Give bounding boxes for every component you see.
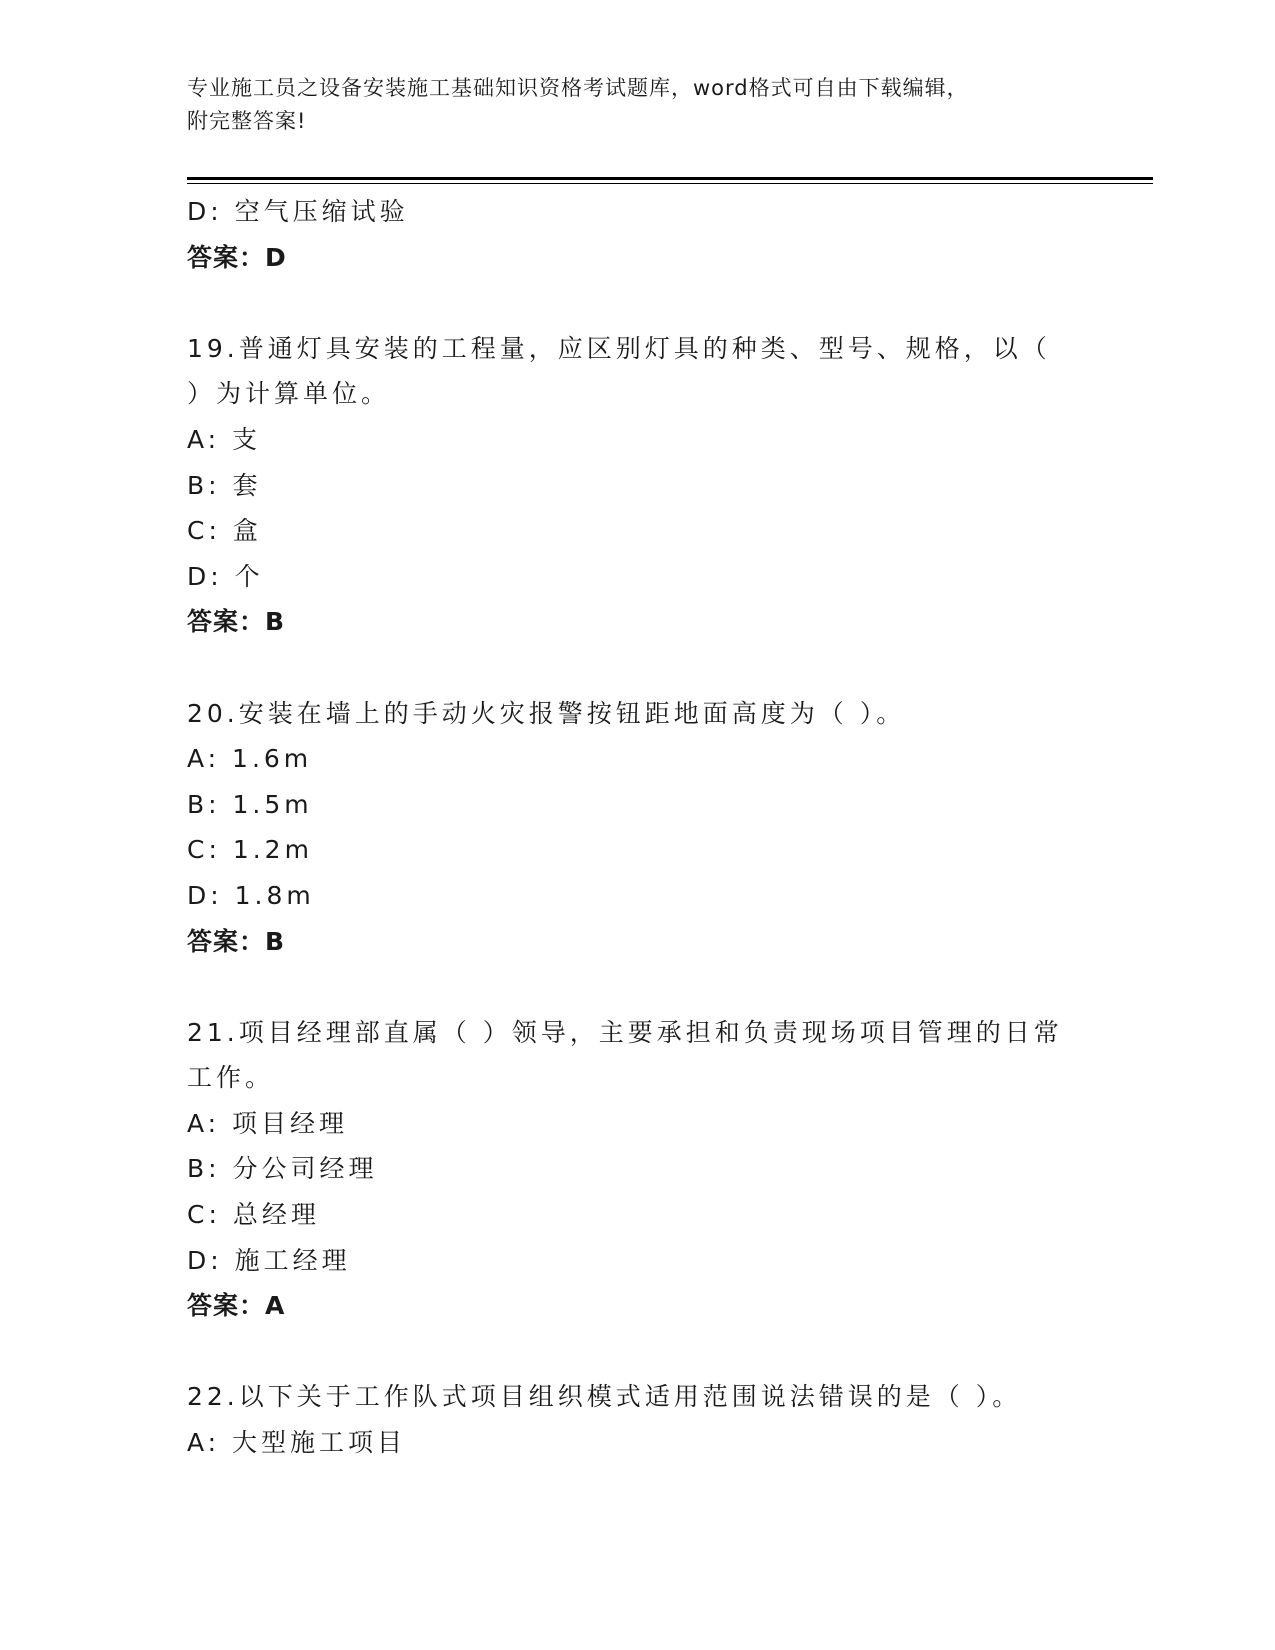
question-21-option-c: C: 总经理 [187, 1200, 320, 1230]
question-19-stem-line-2: ）为计算单位。 [187, 379, 391, 409]
header-line-1: 专业施工员之设备安装施工基础知识资格考试题库，word格式可自由下载编辑， [187, 76, 969, 100]
header-rule-thin [187, 183, 1153, 184]
question-20-answer: 答案：B [187, 926, 286, 956]
question-19-stem-line-1: 19.普通灯具安装的工程量，应区别灯具的种类、型号、规格，以（ [187, 333, 1051, 363]
question-21-answer: 答案：A [187, 1291, 286, 1321]
document-header [187, 72, 1107, 138]
question-20-option-c: C: 1.2m [187, 835, 313, 865]
question-20-option-b: B: 1.5m [187, 789, 313, 819]
question-list [187, 189, 1087, 1466]
question-19-option-c: C: 盒 [187, 516, 262, 546]
spacer [187, 1329, 1087, 1375]
question-20-option-d: D: 1.8m [187, 880, 315, 910]
question-21-stem-line-2: 工作。 [187, 1063, 275, 1093]
spacer [187, 280, 1087, 326]
question-22 [187, 1374, 1087, 1465]
question-19-option-d: D: 个 [187, 561, 264, 591]
header-rule-thick [187, 177, 1153, 180]
prev-option-d: D: 空气压缩试验 [187, 197, 409, 226]
question-20 [187, 691, 1087, 965]
spacer [187, 645, 1087, 691]
question-21-stem-line-1: 21.项目经理部直属（ ）领导，主要承担和负责现场项目管理的日常 [187, 1017, 1063, 1047]
question-21 [187, 1010, 1087, 1329]
question-21-option-b: B: 分公司经理 [187, 1154, 378, 1184]
question-19 [187, 326, 1087, 645]
question-19-option-a: A: 支 [187, 424, 262, 454]
question-20-option-a: A: 1.6m [187, 744, 313, 774]
spacer [187, 964, 1087, 1010]
question-19-answer: 答案：B [187, 607, 286, 637]
question-21-option-a: A: 项目经理 [187, 1108, 349, 1138]
question-19-option-b: B: 套 [187, 470, 262, 500]
question-22-stem-line-1: 22.以下关于工作队式项目组织模式适用范围说法错误的是（ ）。 [187, 1382, 1022, 1412]
question-20-stem-line-1: 20.安装在墙上的手动火灾报警按钮距地面高度为（ ）。 [187, 698, 906, 728]
question-22-option-a: A: 大型施工项目 [187, 1428, 407, 1458]
header-line-2: 附完整答案! [187, 109, 307, 133]
question-21-option-d: D: 施工经理 [187, 1245, 351, 1275]
prev-answer: 答案：D [187, 242, 287, 272]
